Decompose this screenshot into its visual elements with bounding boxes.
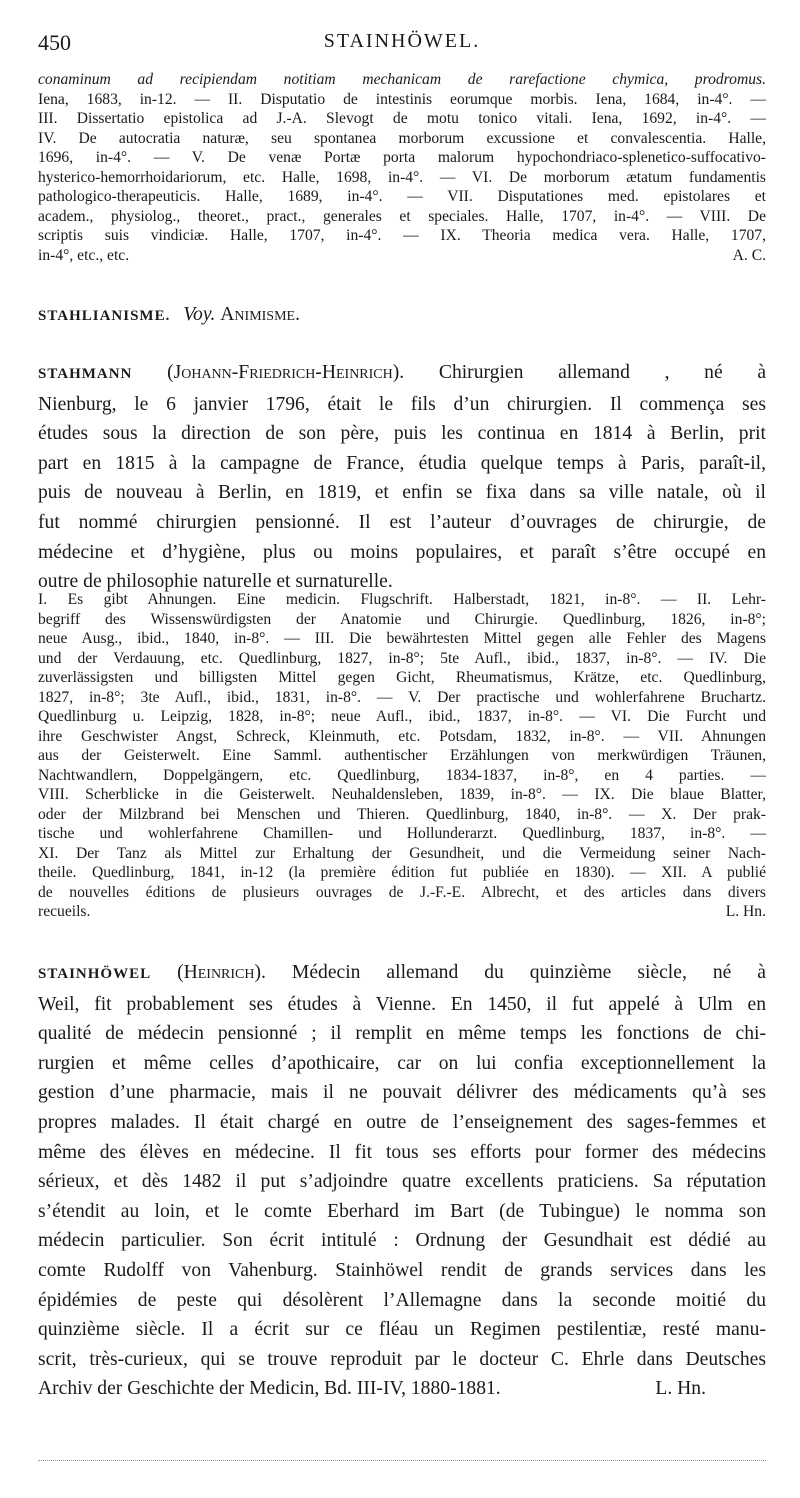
given-names: (Heinrich). [177,962,266,983]
author-initials: L. Hn. [725,903,766,920]
bibliography-line: de nouvelles éditions de plusieurs ouvrages de J.-F.-E. Albrecht, et des articles dans divers [38,883,766,901]
bottom-rule [38,1460,766,1461]
bibliography-line-text: recueils. [38,903,91,920]
bibliography-line: Iena, 1683, in-12. — II. Disputatio de intestinis eorumque morbis. Iena, 1684, in-4°. — [38,90,766,108]
entry-text: Médecin allemand du quinzième siècle, né à [291,962,766,983]
bibliography-stahl [38,70,766,265]
page-header [38,30,766,60]
entry-line-text: Archiv der Geschichte der Medicin, Bd. III-IV, 1880-1881. [38,1378,501,1400]
entry-line: puis de nouveau à Berlin, en 1819, et enfin se fixa dans sa ville natale, où il [38,482,766,504]
running-title: STAINHÖWEL. [323,30,481,52]
bibliography-line: scriptis suis vindiciæ. Halle, 1707, in-4°. — IX. Theoria medica vera. Halle, 1707, [38,227,766,244]
bibliography-line: und der Verdauung, etc. Quedlinburg, 1827, in-8°; 5te Aufl., ibid., 1837, in-8°. — IV. Die [38,649,766,667]
headword: STAHLIANISME. [38,308,171,324]
bibliography-line: 1827, in-8°; 3te Aufl., ibid., 1831, in-8°. — V. Der practische und wohlerfahrene Bruchartz. [38,688,766,706]
bibliography-line: conaminum ad recipiendam notitiam mechanicam de rarefactione chymica, prodromus. [38,71,766,88]
entry-last-line [38,1374,766,1404]
entry-line: épidémies de peste qui désolèrent l’Allemagne dans la seconde moitié du [38,1289,766,1311]
bibliography-line: begriff des Wissenswürdigsten der Anatomie und Chirurgie. Quedlinburg, 1826, in-8°; [38,610,766,628]
entry-text: Chirurgien allemand , né à [438,362,767,383]
entry-first-line [38,958,766,990]
bibliography-line: ihre Geschwister Angst, Schreck, Kleinmuth, etc. Potsdam, 1832, in-8°. — VII. Ahnungen [38,727,766,745]
author-initials: L. Hn. [655,1378,706,1400]
entry-line: gestion d’une pharmacie, mais il ne pouvait délivrer des médicaments qu’à ses [38,1082,766,1104]
bibliography-line: tische und wohlerfahrene Chamillen- und Hollunderarzt. Quedlinburg, 1837, in-8°. — [38,825,766,842]
entry-line: scrit, très-curieux, qui se trouve reproduit par le docteur C. Ehrle dans Deutsches [38,1348,766,1370]
entry-line: comte Rudolff von Vahenburg. Stainhöwel rendit de grands services dans les [38,1259,766,1281]
bibliography-line: XI. Der Tanz als Mittel zur Erhaltung der Gesundheit, und die Vermeidung seiner Nach- [38,844,766,862]
bibliography-line: hysterico-hemorrhoidariorum, etc. Halle, 1698, in-4°. — VI. De morborum ætatum fundamentis [38,168,766,186]
entry-line: médecin particulier. Son écrit intitulé : Ordnung der Gesundhait est dédié au [38,1230,766,1252]
bibliography-line: theile. Quedlinburg, 1841, in-12 (la première édition fut publiée en 1830). — XII. A publié [38,864,766,881]
bibliography-line: Nachtwandlern, Doppelgängern, etc. Quedlinburg, 1834-1837, in-8°, en 4 parties. — [38,766,766,784]
bibliography-last-line [38,246,766,266]
entry-line: outre de philosophie naturelle et surnaturelle. [38,571,393,593]
entry-line: part en 1815 à la campagne de France, étudia quelque temps à Paris, paraît-il, [38,452,766,474]
bibliography-line: oder der Milzbrand bei Menschen und Thieren. Quedlinburg, 1840, in-8°. — X. Der prak- [38,805,766,823]
bibliography-line: neue Ausg., ibid., 1840, in-8°. — III. Die bewährtesten Mittel gegen alle Fehler des Magens [38,630,766,647]
given-names: (Johann-Friedrich-Heinrich). [167,362,405,383]
entry-first-line [38,358,766,390]
entry-line: propres malades. Il était chargé en outre de l’enseignement des sages-femmes et [38,1111,766,1133]
entry-line: sérieux, et dès 1482 il put s’adjoindre quatre excellents praticiens. Sa réputation [38,1171,766,1193]
bibliography-line: Quedlinburg u. Leipzig, 1828, in-8°; neue Aufl., ibid., 1837, in-8°. — VI. Die Furcht und [38,708,766,725]
entry-line: rurgien et même celles d’apothicaire, car on lui confia exceptionnellement la [38,1052,766,1074]
headword: STAHMANN [38,366,133,382]
entry-stahlianisme [38,300,766,332]
bibliography-last-line [38,902,766,922]
entry-line: qualité de médecin pensionné ; il remplit en même temps les fonctions de chi- [38,1023,766,1045]
entry-line: études sous la direction de son père, puis les continua en 1814 à Berlin, prit [38,423,766,445]
page-number: 450 [38,30,71,55]
entry-stainhowel [38,958,766,1404]
entry-line: Weil, fit probablement ses études à Vienne. En 1450, il fut appelé à Ulm en [38,993,766,1015]
bibliography-line: pathologico-therapeuticis. Halle, 1689, in-4°. — VII. Disputationes med. epistolares et [38,188,766,205]
entry-line: quinzième siècle. Il a écrit sur ce fléau un Regimen pestilentiæ, resté manu- [38,1319,766,1341]
entry-stahmann [38,358,766,597]
entry-line: même des élèves en médecine. Il fit tous ses efforts pour former des médecins [38,1141,766,1163]
bibliography-line: VIII. Scherblicke in die Geisterwelt. Neuhaldensleben, 1839, in-8°. — IX. Die blaue Blatter, [38,786,766,803]
bibliography-line: aus der Geisterwelt. Eine Samml. authentischer Erzählungen von merkwürdigen Träunen, [38,747,766,764]
entry-line: médecine et d’hygiène, plus ou moins populaires, et paraît s’être occupé en [38,541,766,563]
bibliography-line-text: in-4°, etc., etc. [38,246,130,264]
bibliography-line: 1696, in-4°. — V. De venæ Portæ porta malorum hypochondriaco-splenetico-suffocativo- [38,149,766,166]
author-initials: A. C. [732,246,766,264]
see-label: Voy. [183,304,216,325]
bibliography-line: zuverlässigsten und billigsten Mittel gegen Gicht, Rheumatismus, Krätze, etc. Quedlinburg, [38,669,766,686]
cross-reference-link[interactable]: Animisme. [220,304,300,325]
headword: STAINHÖWEL [38,966,152,982]
bibliography-line: IV. De autocratia naturæ, seu spontanea morborum excussione et convalescentia. Halle, [38,129,766,147]
bibliography-line: III. Dissertatio epistolica ad J.-A. Slevogt de motu tonico vitali. Iena, 1692, in-4°. — [38,110,766,127]
bibliography-line: academ., physiolog., theoret., pract., generales et speciales. Halle, 1707, in-4°. — VIII. De [38,207,766,225]
bibliography-line: I. Es gibt Ahnungen. Eine medicin. Flugschrift. Halberstadt, 1821, in-8°. — II. Lehr- [38,591,766,608]
bibliography-stahmann [38,590,766,922]
entry-line: s’étendit au loin, et le comte Eberhard im Bart (de Tubingue) le nomma son [38,1200,766,1222]
entry-line: fut nommé chirurgien pensionné. Il est l’auteur d’ouvrages de chirurgie, de [38,511,766,533]
entry-line: Nienburg, le 6 janvier 1796, était le fils d’un chirurgien. Il commença ses [38,393,766,415]
